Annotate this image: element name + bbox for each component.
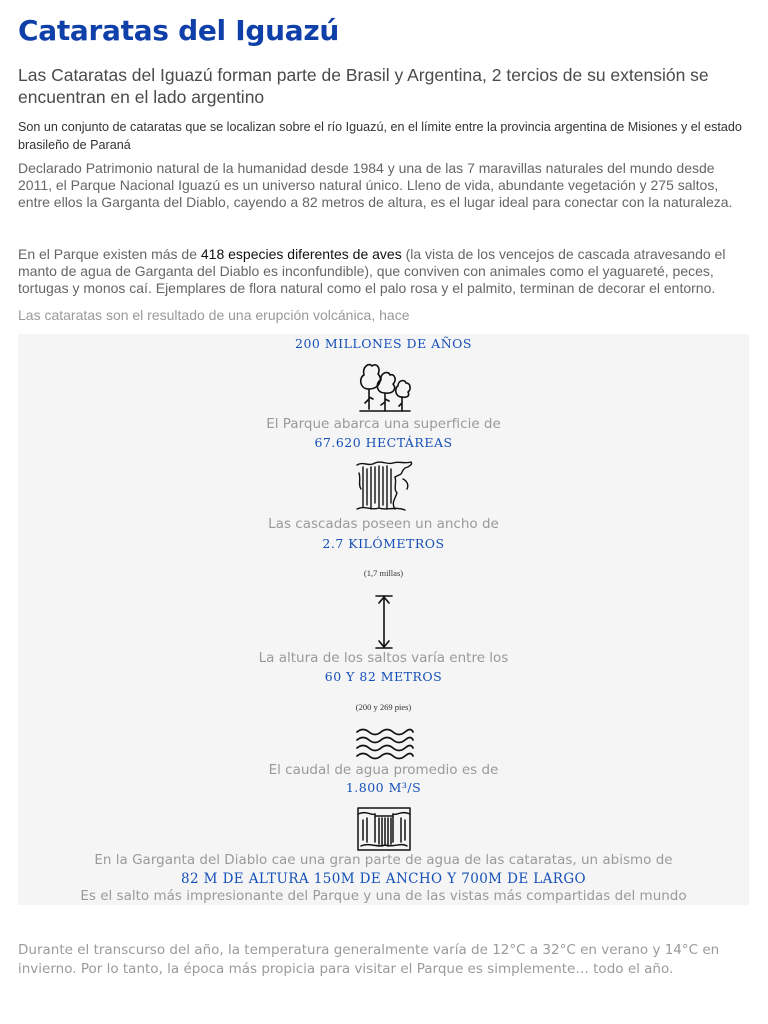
garganta-note: Es el salto más impresionante del Parque y una de las vistas más compartidas del mundo xyxy=(80,888,687,904)
width-note: (1,7 millas) xyxy=(363,568,404,578)
fauna-text-before: En el Parque existen más de xyxy=(18,246,201,262)
page-subtitle: Las Cataratas del Iguazú forman parte de Brasil y Argentina, 2 tercios de su extensión se encuentran en el lado argentino xyxy=(18,65,709,107)
fauna-paragraph xyxy=(18,246,748,297)
closing-paragraph: Durante el transcurso del año, la temperatura generalmente varía de 12°C a 32°C en verano y 14°C en invierno. Por lo tanto, la época más propicia para visitar el Parque es simplemente… todo el año. xyxy=(18,942,720,977)
waterfall-frame-icon xyxy=(355,804,413,854)
page-title: Cataratas del Iguazú xyxy=(18,14,340,47)
fauna-highlight: 418 especies diferentes de aves xyxy=(200,246,402,262)
width-label: Las cascadas poseen un ancho de xyxy=(268,516,499,532)
age-value: 200 MILLONES DE AÑOS xyxy=(295,336,472,351)
flow-label: El caudal de agua promedio es de xyxy=(268,762,499,778)
vertical-arrow-icon xyxy=(355,594,413,650)
fauna-text-after: (la vista de los vencejos de cascada atravesando el manto de agua de Garganta del Diablo es inconfundible), que conviven con animales como el yaguareté, peces, tortugas y monos caí. Ejemplares de flora natural como el palo rosa y el palmito, terminan de decorar el entorno. xyxy=(18,246,726,296)
area-value: 67.620 HECTÁREAS xyxy=(314,435,453,450)
area-label: El Parque abarca una superficie de xyxy=(266,416,501,432)
height-value: 60 Y 82 METROS xyxy=(324,669,443,684)
garganta-label: En la Garganta del Diablo cae una gran parte de agua de las cataratas, un abismo de xyxy=(94,852,673,868)
waves-icon xyxy=(355,726,415,762)
heritage-paragraph: Declarado Patrimonio natural de la humanidad desde 1984 y una de las 7 maravillas naturales del mundo desde 2011, el Parque Nacional Iguazú es un universo natural único. Lleno de vida, abundante vegetación y 275 saltos, entre ellos la Garganta del Diablo, cayendo a 82 metros de altura, es el lugar ideal para conectar con la naturaleza. xyxy=(18,160,733,210)
intro-paragraph: Son un conjunto de cataratas que se localizan sobre el río Iguazú, en el límite entre la provincia argentina de Misiones y el estado brasileño de Paraná xyxy=(18,120,742,152)
trees-icon xyxy=(355,359,413,417)
height-note: (200 y 269 pies) xyxy=(355,702,412,712)
waterfall-cliff-icon xyxy=(355,459,415,514)
width-value: 2.7 KILÓMETROS xyxy=(322,536,445,551)
garganta-value: 82 M DE ALTURA 150M DE ANCHO Y 700M DE LARGO xyxy=(180,871,586,887)
height-label: La altura de los saltos varía entre los xyxy=(258,650,509,666)
facts-lead: Las cataratas son el resultado de una erupción volcánica, hace xyxy=(18,307,410,323)
facts-panel xyxy=(18,334,749,905)
flow-value: 1.800 M³/S xyxy=(345,780,422,795)
